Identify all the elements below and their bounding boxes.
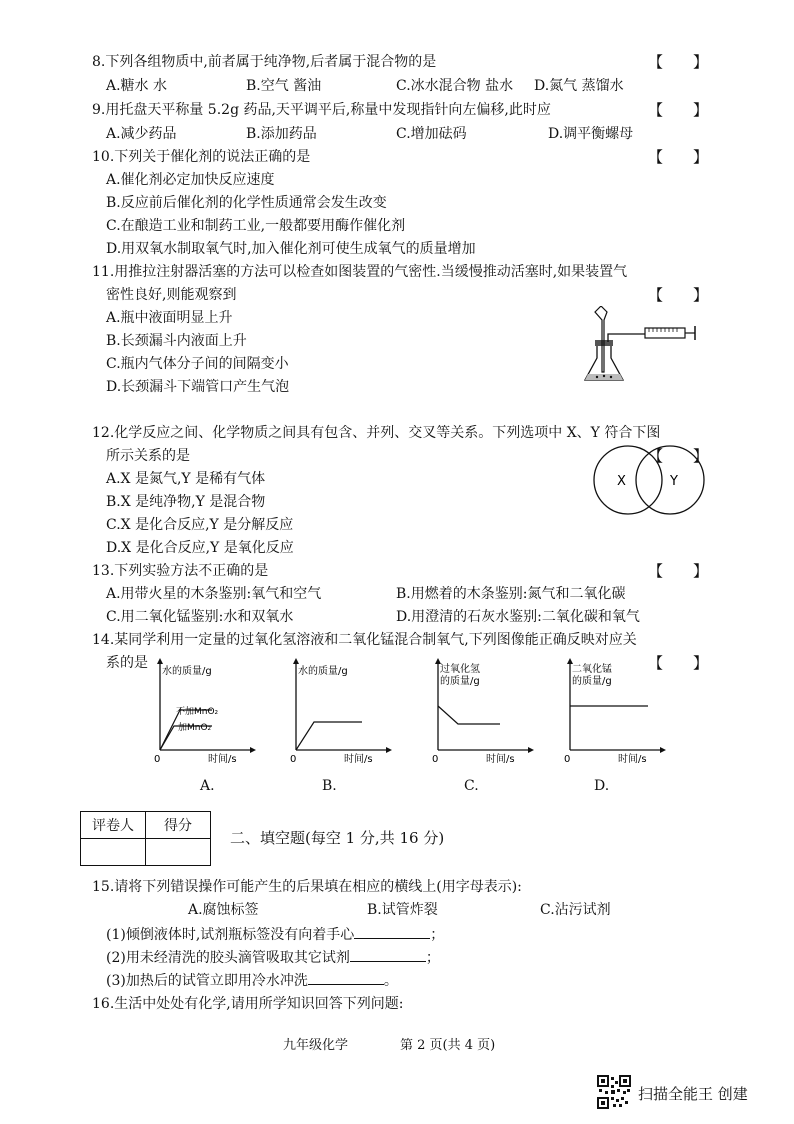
q8-option-a: A.糖水 水 — [106, 78, 168, 94]
q8-answer-bracket: 【 】 — [648, 53, 709, 71]
q9-answer-bracket: 【 】 — [648, 101, 709, 119]
q12-stem-line1: 12.化学反应之间、化学物质之间具有包含、并列、交叉等关系。下列选项中 X、Y 符合下图 — [92, 425, 661, 441]
q15-item-2-text: (2)用未经清洗的胶头滴管吸取其它试剂 — [106, 950, 350, 966]
graph-b-curve — [296, 722, 362, 750]
q11-stem-line1: 11.用推拉注射器活塞的方法可以检查如图装置的气密性.当缓慢推动活塞时,如果装置气 — [92, 264, 628, 280]
q11-stem-line2: 密性良好,则能观察到 — [106, 287, 237, 303]
graph-d-caption: D. — [594, 778, 610, 794]
q9-option-b: B.添加药品 — [246, 126, 317, 142]
q15-choice-b: B.试管炸裂 — [367, 902, 438, 918]
graph-d-xlabel: 时间/s — [618, 754, 647, 765]
q15-stem: 15.请将下列错误操作可能产生的后果填在相应的横线上(用字母表示): — [92, 879, 522, 895]
q11-option-a: A.瓶中液面明显上升 — [106, 310, 233, 326]
q15-item-3-blank[interactable] — [308, 970, 384, 985]
q10-option-c: C.在酿造工业和制药工业,一般都要用酶作催化剂 — [106, 218, 406, 234]
graph-d-ylabel-line2: 的质量/g — [572, 676, 612, 687]
q14-answer-bracket: 【 】 — [648, 654, 709, 672]
q15-item-3 — [106, 970, 398, 991]
score-table-grader-header: 评卷人 — [81, 812, 146, 839]
q15-item-3-text: (3)加热后的试管立即用冷水冲洗 — [106, 973, 308, 989]
q9-option-d: D.调平衡螺母 — [548, 126, 634, 142]
q12-stem-line2: 所示关系的是 — [106, 448, 190, 464]
q14-stem-line1: 14.某同学利用一定量的过氧化氢溶液和二氧化锰混合制氧气,下列图像能正确反映对应关 — [92, 632, 637, 648]
graph-c-xlabel: 时间/s — [486, 754, 515, 765]
score-table-grader-cell[interactable] — [81, 839, 146, 866]
graph-a-caption: A. — [200, 778, 215, 794]
q8-stem: 8.下列各组物质中,前者属于纯净物,后者属于混合物的是 — [92, 54, 437, 70]
q15-item-2 — [106, 947, 440, 968]
graph-d-ylabel-line1: 二氧化锰 — [572, 664, 612, 675]
q12-option-d: D.X 是化合反应,Y 是氧化反应 — [106, 540, 294, 556]
footer-subject: 九年级化学 — [283, 1038, 349, 1053]
q11-option-b: B.长颈漏斗内液面上升 — [106, 333, 247, 349]
q15-item-3-end: 。 — [383, 973, 398, 989]
q11-option-d: D.长颈漏斗下端管口产生气泡 — [106, 379, 290, 395]
graph-c-ylabel-line2: 的质量/g — [440, 676, 480, 687]
q11-option-c: C.瓶内气体分子间的间隔变小 — [106, 356, 289, 372]
q10-option-a: A.催化剂必定加快反应速度 — [106, 172, 275, 188]
graph-b-xlabel: 时间/s — [344, 754, 373, 765]
q15-item-1-end: ； — [430, 927, 445, 943]
score-table-score-header: 得分 — [146, 812, 211, 839]
q16-stem: 16.生活中处处有化学,请用所学知识回答下列问题: — [92, 996, 404, 1012]
graph-c — [424, 658, 534, 766]
graph-a-note-no-mno2: 不加MnO₂ — [176, 707, 219, 717]
q12-answer-bracket: 【 】 — [648, 447, 709, 465]
q13-option-c: C.用二氧化锰鉴别:水和双氧水 — [106, 609, 294, 625]
q8-option-b: B.空气 酱油 — [246, 78, 322, 94]
q10-option-d: D.用双氧水制取氧气时,加入催化剂可使生成氧气的质量增加 — [106, 241, 476, 257]
q15-choice-c: C.沾污试剂 — [540, 902, 611, 918]
q9-option-a: A.减少药品 — [106, 126, 177, 142]
qr-code-icon — [597, 1075, 631, 1109]
graph-d-origin: 0 — [564, 754, 571, 765]
graph-a — [146, 658, 256, 766]
score-table — [80, 811, 211, 866]
graph-a-note-mno2: 加MnO₂ — [178, 723, 212, 733]
graph-a-xlabel: 时间/s — [208, 754, 237, 765]
q15-item-1 — [106, 924, 444, 945]
venn-diagram — [590, 440, 715, 520]
graph-a-origin: 0 — [154, 754, 161, 765]
q10-stem: 10.下列关于催化剂的说法正确的是 — [92, 149, 311, 165]
graph-a-ylabel: 水的质量/g — [162, 666, 212, 677]
q13-answer-bracket: 【 】 — [648, 562, 709, 580]
q15-choice-a: A.腐蚀标签 — [188, 902, 259, 918]
q13-option-d: D.用澄清的石灰水鉴别:二氧化碳和氧气 — [396, 609, 640, 625]
q14-stem-line2: 系的是 — [106, 655, 148, 671]
q8-option-c: C.冰水混合物 盐水 — [396, 78, 514, 94]
apparatus-figure — [575, 306, 705, 386]
graph-b-caption: B. — [322, 778, 337, 794]
q10-option-b: B.反应前后催化剂的化学性质通常会发生改变 — [106, 195, 387, 211]
footer-page-number: 第 2 页(共 4 页) — [400, 1038, 496, 1053]
q12-option-a: A.X 是氮气,Y 是稀有气体 — [106, 471, 266, 487]
graph-b — [282, 658, 392, 766]
q9-option-c: C.增加砝码 — [396, 126, 467, 142]
q15-item-1-text: (1)倾倒液体时,试剂瓶标签没有向着手心 — [106, 927, 355, 943]
section-2-title: 二、填空题(每空 1 分,共 16 分) — [230, 829, 445, 847]
graph-d — [556, 658, 666, 766]
q15-item-1-blank[interactable] — [354, 924, 430, 939]
q13-stem: 13.下列实验方法不正确的是 — [92, 563, 269, 579]
q12-option-b: B.X 是纯净物,Y 是混合物 — [106, 494, 266, 510]
score-table-score-cell[interactable] — [146, 839, 211, 866]
venn-label-y: Y — [670, 474, 678, 489]
q15-item-2-blank[interactable] — [350, 947, 426, 962]
q13-option-a: A.用带火星的木条鉴别:氧气和空气 — [106, 586, 322, 602]
graph-b-origin: 0 — [290, 754, 297, 765]
q8-option-d: D.氮气 蒸馏水 — [534, 78, 624, 94]
venn-label-x: X — [617, 474, 626, 489]
graph-c-ylabel-line1: 过氧化氢 — [440, 664, 480, 675]
q15-item-2-end: ； — [425, 950, 440, 966]
q10-answer-bracket: 【 】 — [648, 148, 709, 166]
graph-c-origin: 0 — [432, 754, 439, 765]
q11-answer-bracket: 【 】 — [648, 286, 709, 304]
scanner-watermark: 扫描全能王 创建 — [638, 1085, 748, 1103]
q12-option-c: C.X 是化合反应,Y 是分解反应 — [106, 517, 294, 533]
graph-b-ylabel: 水的质量/g — [298, 666, 348, 677]
q13-option-b: B.用燃着的木条鉴别:氮气和二氧化碳 — [396, 586, 626, 602]
graph-c-caption: C. — [464, 778, 479, 794]
q9-stem: 9.用托盘天平称量 5.2g 药品,天平调平后,称量中发现指针向左偏移,此时应 — [92, 102, 551, 118]
graph-c-curve — [438, 706, 500, 724]
